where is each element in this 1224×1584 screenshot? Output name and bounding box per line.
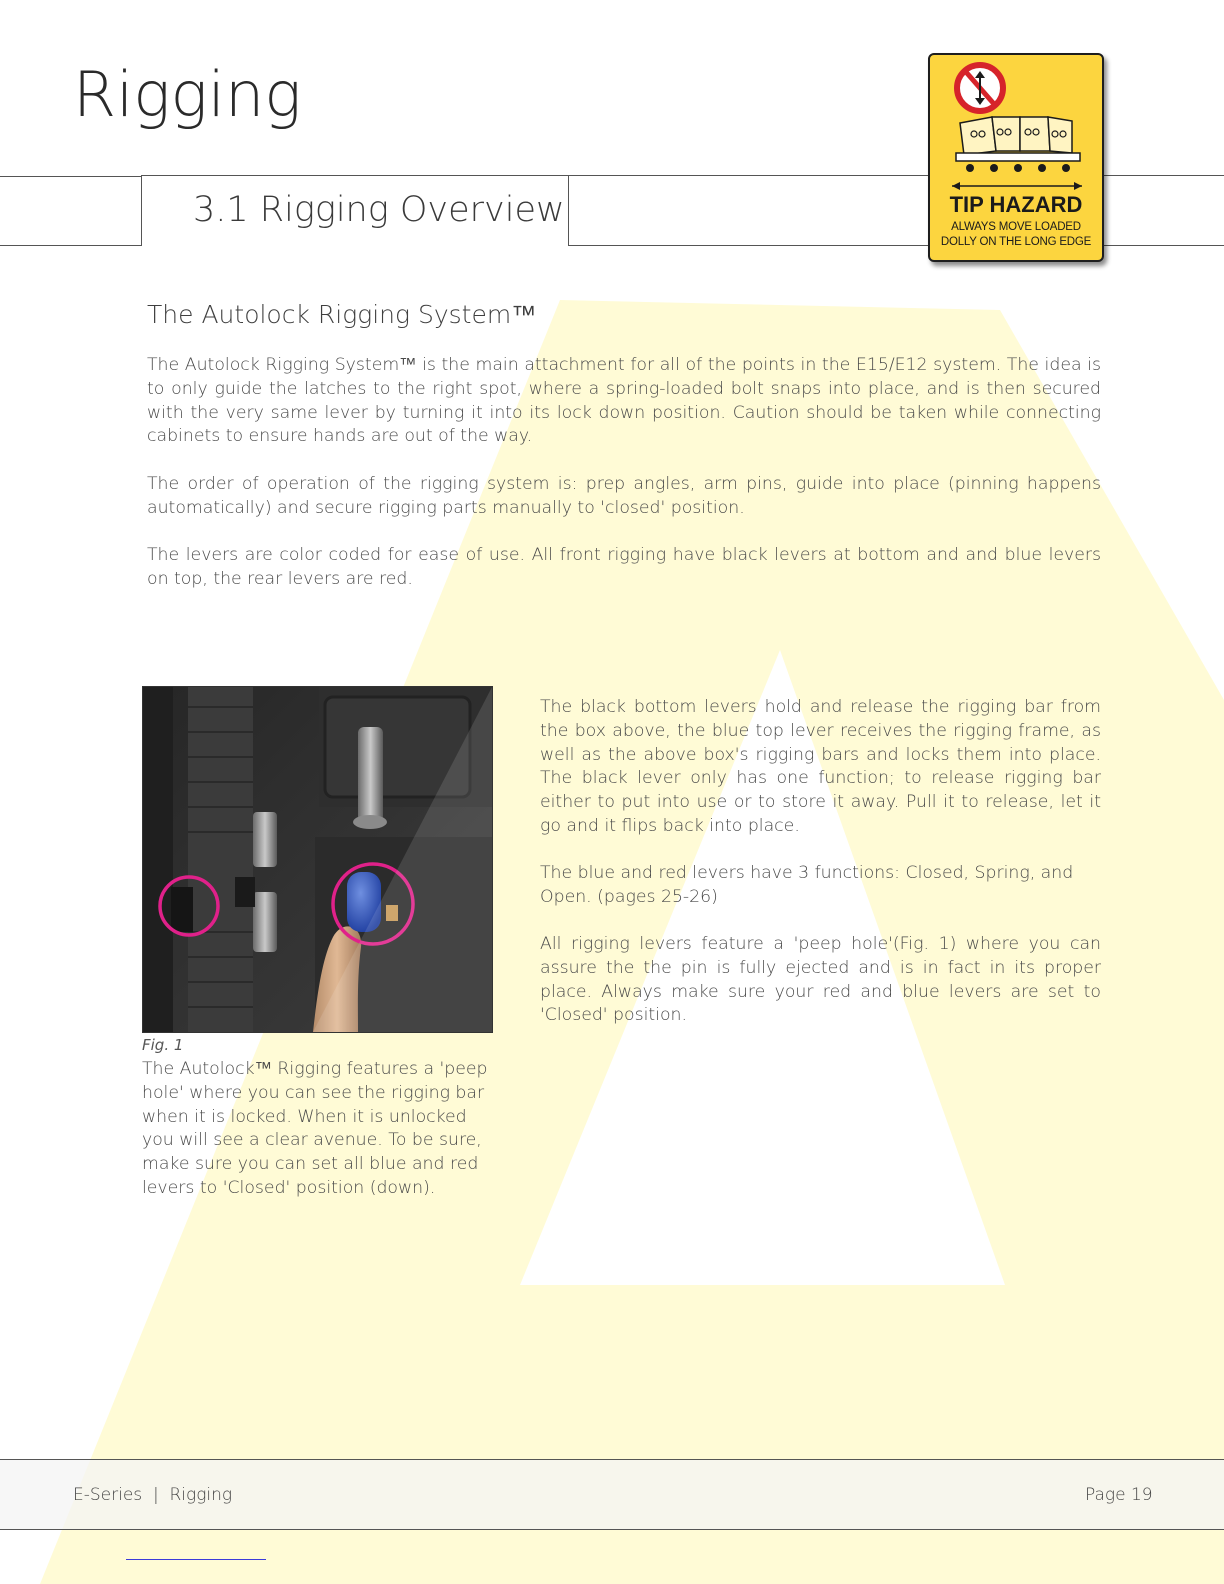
lever-functions-paragraph: The blue and red levers have 3 functions: Closed, Spring, and Open. (pages 25-26) xyxy=(540,863,1074,907)
peep-hole-paragraph: All rigging levers feature a 'peep hole'(Fig. 1) where you can assure the the pin is fully ejected and is in fact in its proper place. Always make sure your red and blue levers are set to 'Closed' position. xyxy=(540,934,1101,1026)
autolock-heading: The Autolock Rigging System™ xyxy=(147,300,537,329)
intro-paragraph-3: The levers are color coded for ease of use. All front rigging have black levers at bottom and and blue levers on top, the rear levers are red. xyxy=(147,545,1101,589)
section-rule-top-left xyxy=(0,176,141,177)
footnote-rule xyxy=(126,1559,266,1560)
sign-title: TIP HAZARD xyxy=(949,192,1083,217)
footer-section-label: E-Series | Rigging xyxy=(73,1485,233,1505)
section-tab-right-edge xyxy=(568,176,569,246)
sign-line-2: DOLLY ON THE LONG EDGE xyxy=(940,236,1092,248)
figure-caption: The Autolock™ Rigging features a 'peep hole' where you can see the rigging bar when it is locked. When it is unlocked you will see a clear avenue. To be sure, make sure you can set all blue and red levers to 'Closed' position (down). xyxy=(142,1059,488,1198)
lever-description-paragraph: The black bottom levers hold and release the rigging bar from the box above, the blue top lever receives the rigging frame, as well as the above box's rigging bars and locks them into place. The black lever only has one function; to release rigging bar either to put into use or to store it away. Pull it to release, let it go and it flips back into place. xyxy=(540,697,1101,836)
section-rule-bottom-left xyxy=(0,245,141,246)
section-tab-left-edge xyxy=(141,176,142,246)
section-title: 3.1 Rigging Overview xyxy=(193,190,565,230)
page-number: Page 19 xyxy=(1085,1485,1153,1505)
sign-line-1: ALWAYS MOVE LOADED xyxy=(951,221,1081,233)
section-rule-bottom-right xyxy=(568,245,1224,246)
intro-paragraph-2: The order of operation of the rigging system is: prep angles, arm pins, guide into place (pinning happens automatically) and secure rigging parts manually to 'closed' position. xyxy=(147,474,1101,518)
figure-photo xyxy=(142,686,493,1033)
intro-paragraph-1: The Autolock Rigging System™ is the main attachment for all of the points in the E15/E12 system. The idea is to only guide the latches to the right spot, where a spring-loaded bolt snaps into place, and is then secured with the very same lever by turning it into its lock down position. Caution should be taken while connecting cabinets to ensure hands are out of the way. xyxy=(147,355,1101,447)
chapter-title: Rigging xyxy=(73,58,302,131)
figure-label: Fig. 1 xyxy=(142,1036,184,1054)
tip-hazard-sign xyxy=(928,53,1104,262)
